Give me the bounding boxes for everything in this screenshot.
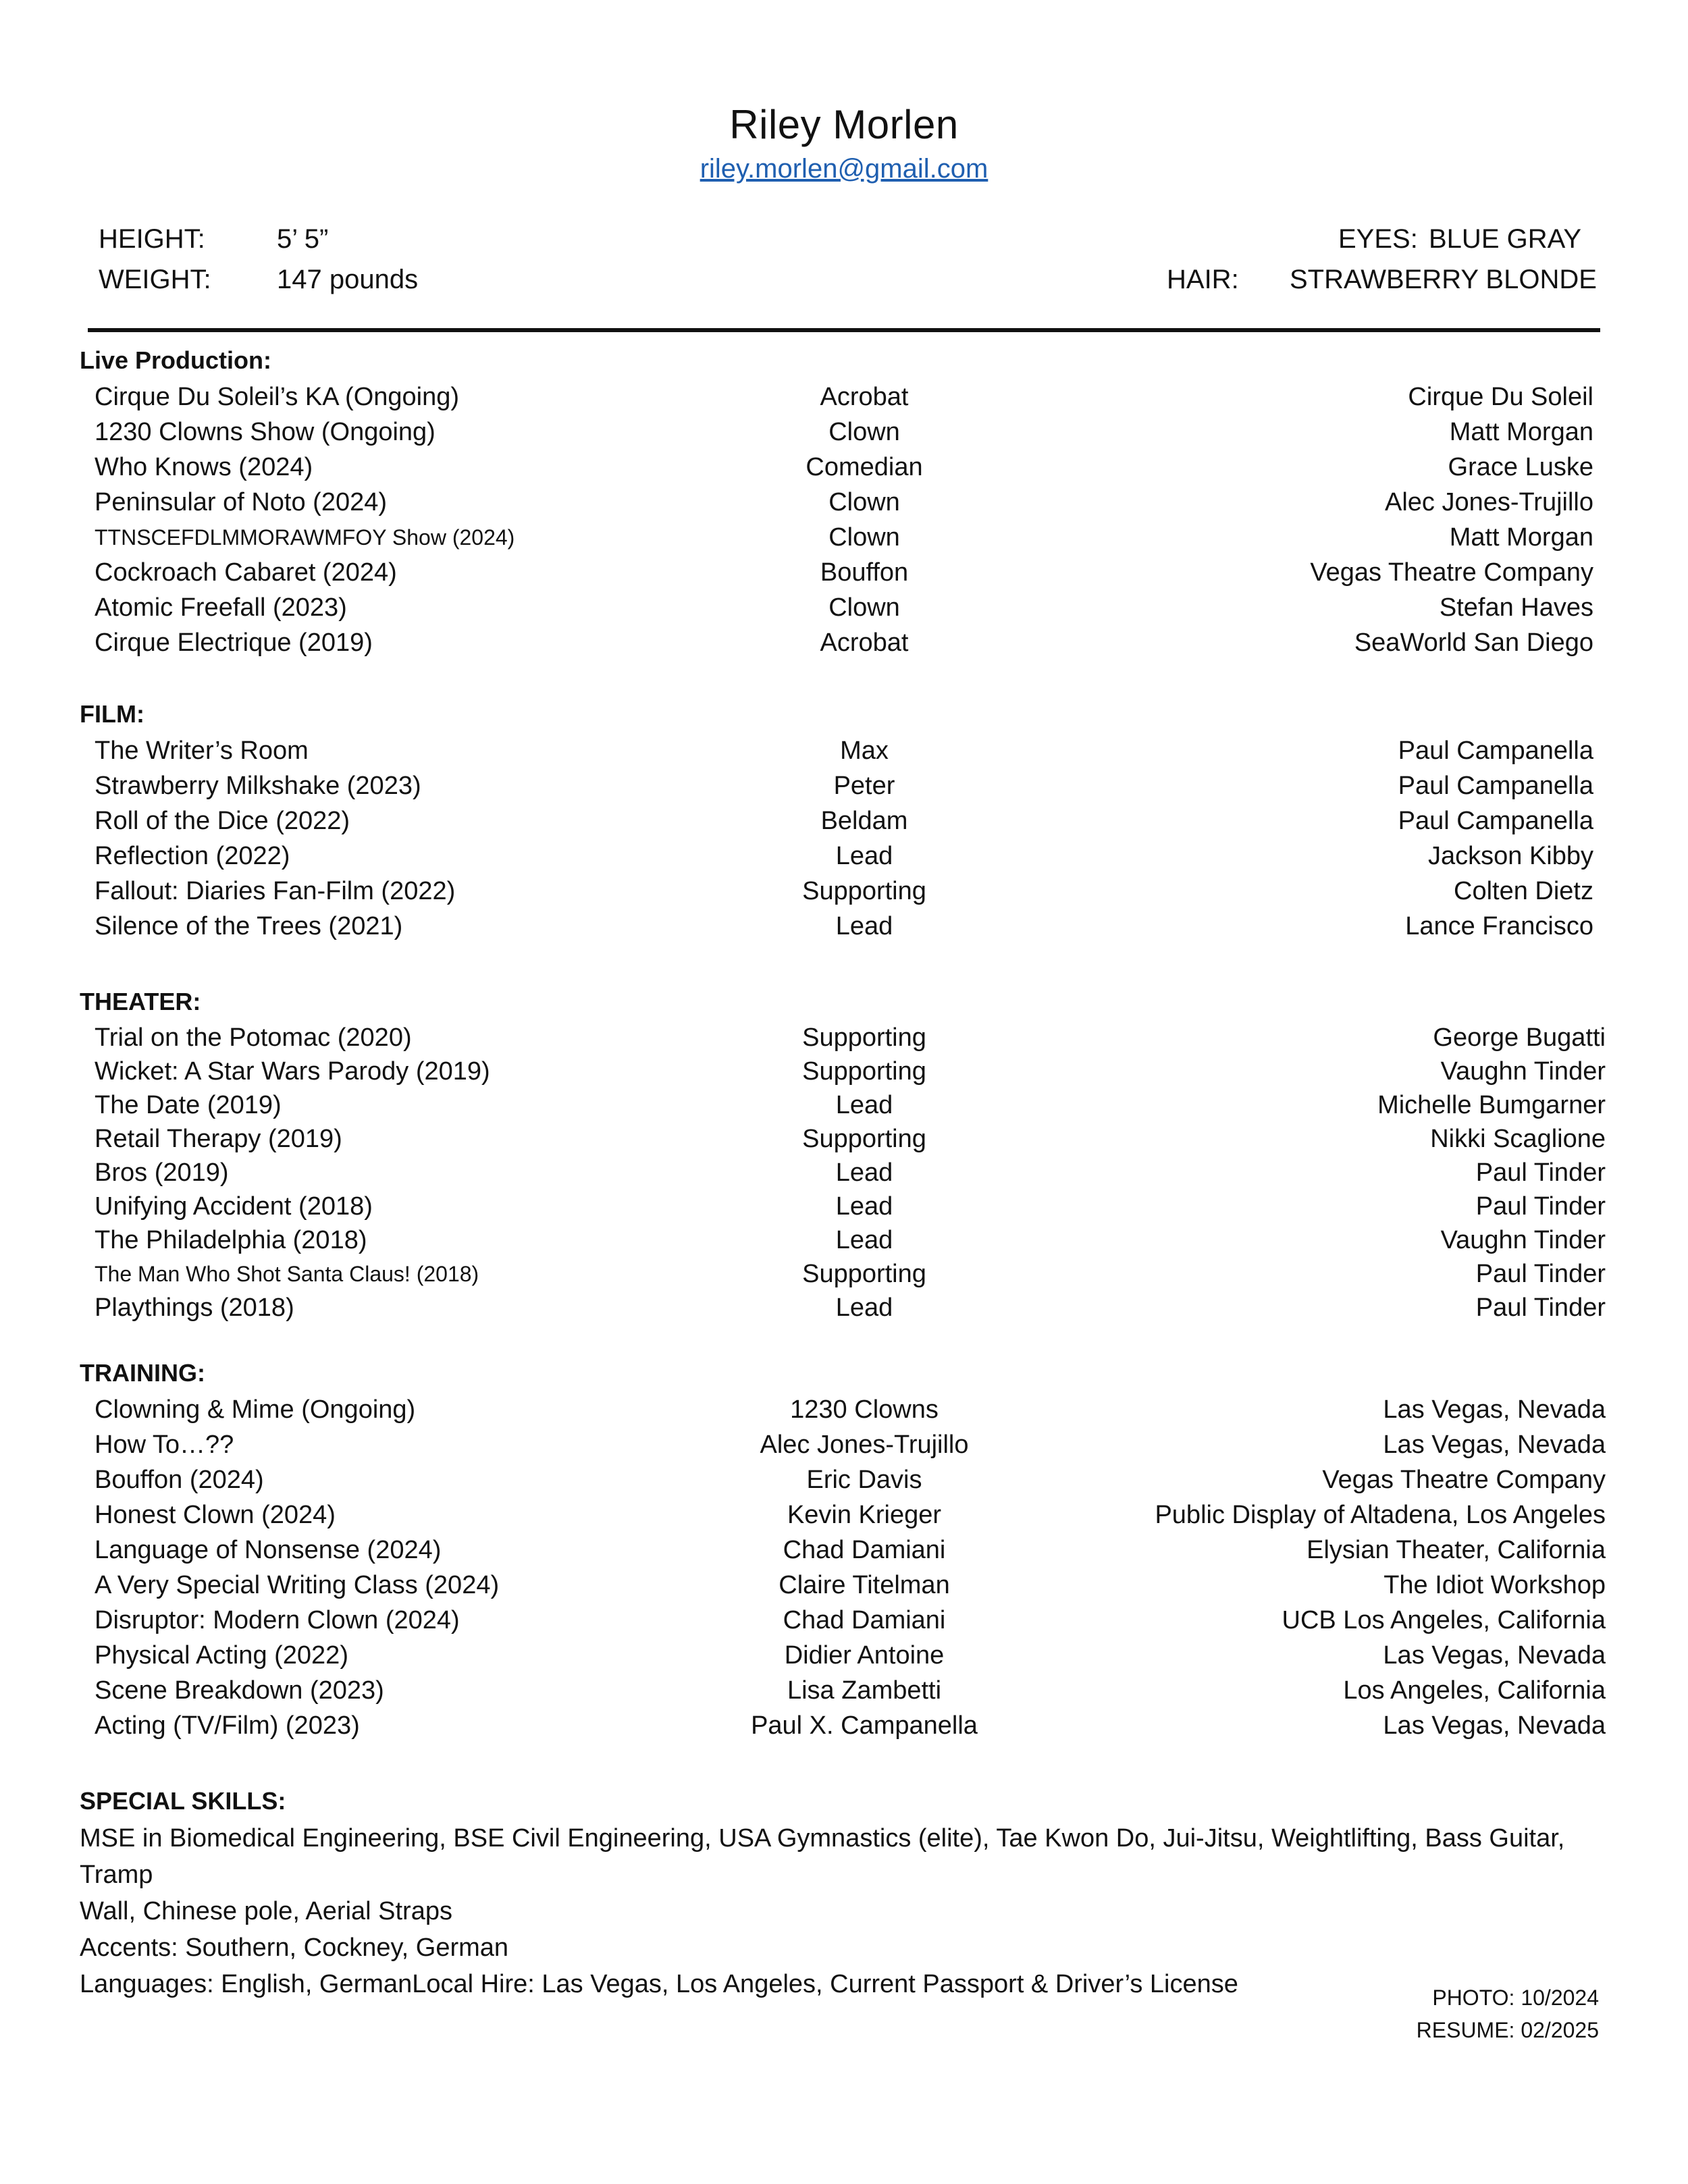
languages-line: Languages: English, GermanLocal Hire: Las Vegas, Los Angeles, Current Passport & Driver’s License: [80, 1970, 1238, 1998]
credit-title: Strawberry Milkshake (2023): [95, 772, 421, 800]
training-teacher: Eric Davis: [806, 1466, 922, 1494]
training-course: Bouffon (2024): [95, 1466, 264, 1494]
training-course: Language of Nonsense (2024): [95, 1536, 442, 1564]
training-course: A Very Special Writing Class (2024): [95, 1571, 500, 1599]
credit-row: [80, 1055, 1606, 1088]
credit-title: Unifying Accident (2018): [95, 1192, 373, 1221]
credit-company: Matt Morgan: [1449, 418, 1593, 446]
training-row: [80, 1708, 1606, 1743]
credit-director: George Bugatti: [1433, 1023, 1606, 1052]
training-course: Scene Breakdown (2023): [95, 1676, 384, 1705]
training-row: [80, 1568, 1606, 1603]
film-section: [80, 695, 1606, 944]
credit-row: [80, 1223, 1606, 1257]
training-row: [80, 1603, 1606, 1638]
credit-title: The Man Who Shot Santa Claus! (2018): [95, 1262, 479, 1286]
training-location: Las Vegas, Nevada: [1383, 1711, 1606, 1740]
credit-row: [80, 625, 1606, 660]
credit-title: Reflection (2022): [95, 842, 290, 870]
credit-director: Paul Tinder: [1475, 1192, 1606, 1221]
skills-line: Wall, Chinese pole, Aerial Straps: [80, 1897, 452, 1925]
credit-director: Paul Tinder: [1475, 1260, 1606, 1288]
email-link[interactable]: riley.morlen@gmail.com: [700, 154, 988, 184]
credit-row: [80, 838, 1606, 874]
training-teacher: Claire Titelman: [779, 1571, 950, 1599]
credit-title: The Philadelphia (2018): [95, 1226, 367, 1254]
credit-title: Roll of the Dice (2022): [95, 807, 350, 835]
eyes-value: BLUE GRAY: [1429, 224, 1581, 254]
training-course: Disruptor: Modern Clown (2024): [95, 1606, 460, 1634]
credit-row: [80, 485, 1606, 520]
credit-role: Comedian: [806, 453, 923, 481]
weight-value: 147 pounds: [277, 265, 419, 294]
credit-title: Atomic Freefall (2023): [95, 593, 347, 622]
section-title: Live Production:: [80, 346, 272, 374]
credit-title: Cirque Electrique (2019): [95, 629, 373, 657]
credit-title: Peninsular of Noto (2024): [95, 488, 388, 516]
credit-role: Lead: [835, 842, 893, 870]
credit-director: Nikki Scaglione: [1430, 1125, 1606, 1153]
training-course: Clowning & Mime (Ongoing): [95, 1395, 416, 1424]
training-section: [80, 1354, 1606, 1743]
credit-role: Supporting: [802, 1023, 926, 1052]
special-skills-section: [80, 1782, 1606, 2002]
credit-row: [80, 1190, 1606, 1223]
credit-director: Jackson Kibby: [1427, 842, 1593, 870]
credit-company: Matt Morgan: [1449, 523, 1593, 552]
training-teacher: Chad Damiani: [783, 1606, 946, 1634]
credit-director: Lance Francisco: [1405, 912, 1593, 940]
training-row: [80, 1392, 1606, 1427]
hair-label: HAIR:: [1167, 265, 1239, 294]
credit-role: Lead: [835, 912, 893, 940]
credit-title: The Date (2019): [95, 1091, 282, 1119]
training-row: [80, 1497, 1606, 1533]
training-teacher: Paul X. Campanella: [751, 1711, 978, 1740]
credit-title: Fallout: Diaries Fan-Film (2022): [95, 877, 456, 905]
training-row: [80, 1533, 1606, 1568]
credit-title: TTNSCEFDLMMORAWMFOY Show (2024): [95, 525, 515, 550]
credit-director: Vaughn Tinder: [1440, 1057, 1606, 1086]
credit-row: [80, 803, 1606, 838]
credit-title: Playthings (2018): [95, 1294, 294, 1322]
training-location: The Idiot Workshop: [1383, 1571, 1606, 1599]
credit-director: Michelle Bumgarner: [1377, 1091, 1606, 1119]
credit-role: Beldam: [820, 807, 908, 835]
header-divider: [88, 328, 1600, 332]
credit-title: Trial on the Potomac (2020): [95, 1023, 412, 1052]
credit-director: Paul Campanella: [1398, 807, 1593, 835]
credit-role: Acrobat: [820, 629, 909, 657]
credit-role: Lead: [835, 1158, 893, 1187]
credit-role: Clown: [828, 593, 900, 622]
credit-role: Lead: [835, 1294, 893, 1322]
credit-role: Lead: [835, 1091, 893, 1119]
credit-company: Grace Luske: [1448, 453, 1593, 481]
credit-row: [80, 520, 1606, 555]
eyes-label: EYES:: [1338, 224, 1418, 254]
credit-title: Wicket: A Star Wars Parody (2019): [95, 1057, 490, 1086]
credit-role: Clown: [828, 523, 900, 552]
credit-row: [80, 1156, 1606, 1190]
credit-role: Bouffon: [820, 558, 909, 587]
credit-role: Max: [840, 737, 889, 765]
credit-title: Bros (2019): [95, 1158, 229, 1187]
credit-row: [80, 733, 1606, 768]
credit-company: Cirque Du Soleil: [1408, 383, 1593, 411]
training-teacher: Alec Jones-Trujillo: [760, 1431, 969, 1459]
training-location: Las Vegas, Nevada: [1383, 1431, 1606, 1459]
credit-company: Stefan Haves: [1439, 593, 1593, 622]
credit-role: Lead: [835, 1226, 893, 1254]
actor-name: Riley Morlen: [729, 102, 959, 147]
credit-director: Paul Tinder: [1475, 1294, 1606, 1322]
credit-director: Colten Dietz: [1454, 877, 1593, 905]
training-teacher: Chad Damiani: [783, 1536, 946, 1564]
credit-title: The Writer’s Room: [95, 737, 309, 765]
training-location: Las Vegas, Nevada: [1383, 1395, 1606, 1424]
training-teacher: Didier Antoine: [784, 1641, 945, 1670]
training-row: [80, 1427, 1606, 1462]
credit-director: Vaughn Tinder: [1440, 1226, 1606, 1254]
accents-line: Accents: Southern, Cockney, German: [80, 1934, 509, 1962]
credit-row: [80, 1088, 1606, 1122]
training-teacher: Kevin Krieger: [787, 1501, 942, 1529]
live-production-section: [80, 342, 1606, 660]
credit-title: Who Knows (2024): [95, 453, 313, 481]
credit-row: [80, 415, 1606, 450]
training-row: [80, 1673, 1606, 1708]
credit-row: [80, 450, 1606, 485]
credit-role: Supporting: [802, 1125, 926, 1153]
credit-company: SeaWorld San Diego: [1354, 629, 1593, 657]
credit-row: [80, 379, 1606, 415]
training-location: Las Vegas, Nevada: [1383, 1641, 1606, 1670]
theater-section: [80, 983, 1606, 1325]
credit-role: Acrobat: [820, 383, 909, 411]
credit-row: [80, 1021, 1606, 1055]
section-title: THEATER:: [80, 988, 201, 1015]
training-teacher: 1230 Clowns: [790, 1395, 939, 1424]
training-course: Acting (TV/Film) (2023): [95, 1711, 360, 1740]
credit-row: [80, 1291, 1606, 1325]
credit-director: Paul Tinder: [1475, 1158, 1606, 1187]
credit-row: [80, 590, 1606, 625]
credit-row: [80, 874, 1606, 909]
training-location: UCB Los Angeles, California: [1282, 1606, 1606, 1634]
credit-title: Cockroach Cabaret (2024): [95, 558, 397, 587]
photo-date: PHOTO: 10/2024: [1432, 1986, 1599, 2010]
credit-row: [80, 768, 1606, 803]
section-title: FILM:: [80, 700, 144, 728]
height-value: 5’ 5”: [277, 224, 329, 254]
training-course: Physical Acting (2022): [95, 1641, 348, 1670]
training-location: Elysian Theater, California: [1307, 1536, 1606, 1564]
credit-role: Clown: [828, 418, 900, 446]
credit-company: Vegas Theatre Company: [1310, 558, 1593, 587]
resume-date: RESUME: 02/2025: [1416, 2018, 1599, 2042]
credit-role: Clown: [828, 488, 900, 516]
weight-label: WEIGHT:: [99, 265, 211, 294]
training-course: How To…??: [95, 1431, 234, 1459]
credit-title: Cirque Du Soleil’s KA (Ongoing): [95, 383, 460, 411]
training-location: Public Display of Altadena, Los Angeles: [1155, 1501, 1606, 1529]
credit-row: [80, 1122, 1606, 1156]
credit-title: Retail Therapy (2019): [95, 1125, 342, 1153]
credit-title: 1230 Clowns Show (Ongoing): [95, 418, 436, 446]
credit-director: Paul Campanella: [1398, 772, 1593, 800]
hair-value: STRAWBERRY BLONDE: [1290, 265, 1597, 294]
section-title: TRAINING:: [80, 1359, 205, 1387]
credit-row: [80, 1257, 1606, 1291]
credit-role: Supporting: [802, 1057, 926, 1086]
training-teacher: Lisa Zambetti: [787, 1676, 942, 1705]
height-label: HEIGHT:: [99, 224, 205, 254]
training-course: Honest Clown (2024): [95, 1501, 336, 1529]
section-title: SPECIAL SKILLS:: [80, 1787, 286, 1815]
credit-row: [80, 909, 1606, 944]
training-location: Vegas Theatre Company: [1322, 1466, 1606, 1494]
credit-role: Lead: [835, 1192, 893, 1221]
credit-title: Silence of the Trees (2021): [95, 912, 403, 940]
training-location: Los Angeles, California: [1343, 1676, 1606, 1705]
skills-line: MSE in Biomedical Engineering, BSE Civil Engineering, USA Gymnastics (elite), Tae Kwon Do, Jui-Jitsu, Weightlifting, Bass Guitar, Tramp: [80, 1824, 1565, 1889]
credit-company: Alec Jones-Trujillo: [1384, 488, 1593, 516]
credit-row: [80, 555, 1606, 590]
credit-role: Peter: [833, 772, 895, 800]
training-row: [80, 1462, 1606, 1497]
credit-director: Paul Campanella: [1398, 737, 1593, 765]
dates-footer: [1417, 1981, 1599, 2046]
credit-role: Supporting: [802, 877, 926, 905]
credit-role: Supporting: [802, 1260, 926, 1288]
training-row: [80, 1638, 1606, 1673]
